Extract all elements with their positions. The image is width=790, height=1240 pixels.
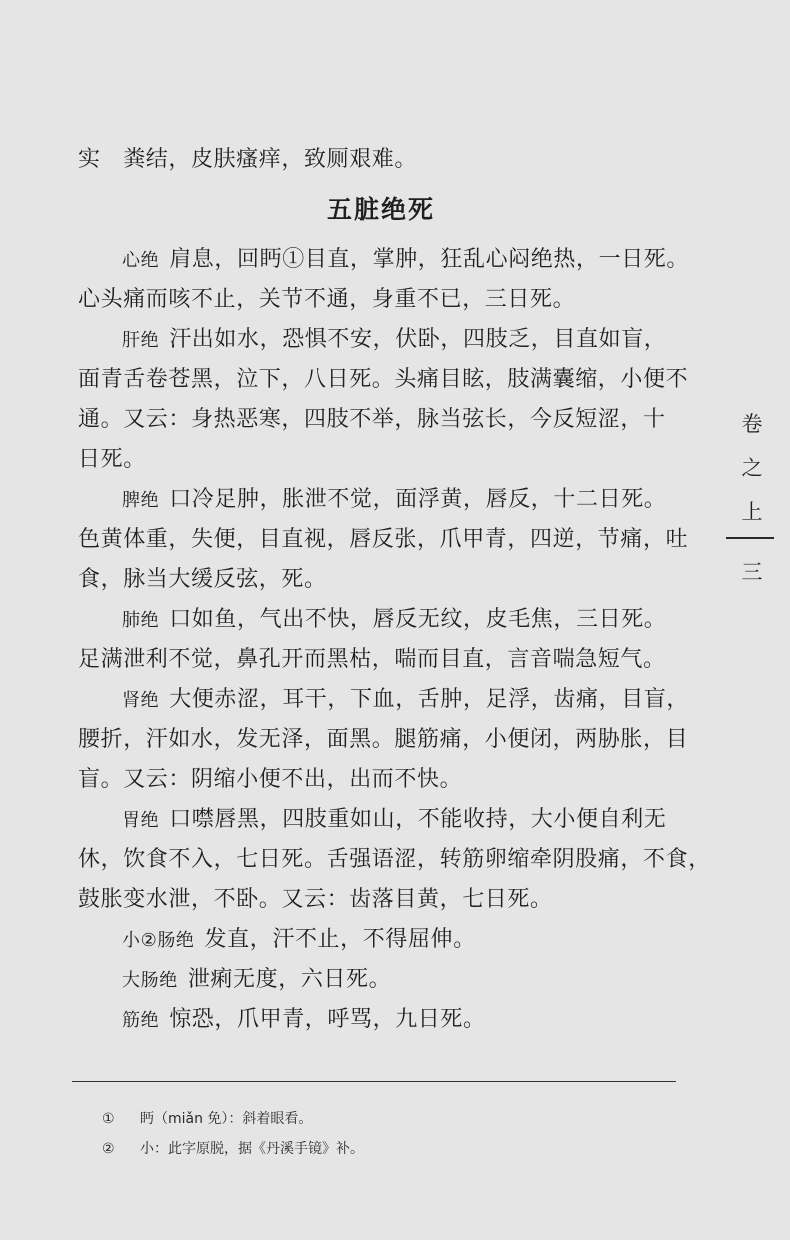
footnote-text: 眄（miǎn 免）：斜着眼看。 (140, 1111, 313, 1127)
entry-label: 肾绝 (122, 690, 160, 711)
entry-small-intestine (78, 920, 684, 960)
footnotes (102, 1104, 364, 1164)
footnote (102, 1104, 364, 1134)
entry-kidney (78, 680, 690, 720)
entry-heart (78, 240, 690, 280)
text-line: 实 粪结，皮肤瘙痒，致厕艰难。 (78, 147, 418, 172)
text-line: 惊恐，爪甲青，呼骂，九日死。 (169, 1007, 486, 1032)
entry-label: 胃绝 (122, 810, 160, 831)
entry-label: 肝绝 (122, 330, 160, 351)
text-line: 足满泄利不觉，鼻孔开而黑枯，喘而目直，言音喘急短气。 (78, 647, 666, 672)
text-line: 通。又云：身热恶寒，四肢不举，脉当弦长，今反短涩，十 (78, 407, 666, 432)
running-header (738, 402, 766, 534)
text-line: 汗出如水，恐惧不安，伏卧，四肢乏，目直如盲， (169, 327, 667, 352)
running-header-char: 之 (741, 456, 763, 480)
entry-spleen (78, 480, 684, 520)
text-line: 鼓胀变水泄，不卧。又云：齿落目黄，七日死。 (78, 887, 553, 912)
section-title: 五脏绝死 (326, 195, 435, 224)
text-line: 心头痛而咳不止，关节不通，身重不已，三日死。 (78, 287, 576, 312)
text-line: 口噤唇黑，四肢重如山，不能收持，大小便自利无 (169, 807, 667, 832)
text-line: 日死。 (78, 447, 146, 472)
text-line: 面青舌卷苍黑，泣下，八日死。头痛目眩，肢满囊缩，小便不 (78, 367, 689, 392)
text-line: 色黄体重，失便，目直视，唇反张，爪甲青，四逆，节痛，吐 (78, 527, 689, 552)
entry-large-intestine (78, 960, 684, 1000)
entry-tendon (78, 1000, 684, 1040)
text-line: 盲。又云：阴缩小便不出，出而不快。 (78, 767, 463, 792)
entry-label: 心绝 (122, 250, 160, 271)
text-line: 泄痢无度，六日死。 (187, 967, 392, 992)
footnote-mark: ① (102, 1111, 115, 1127)
entry-label: 大肠绝 (122, 970, 178, 991)
footnote-divider (72, 1081, 676, 1082)
text-line: 发直，汗不止，不得屈伸。 (204, 927, 476, 952)
footnote-mark: ② (102, 1141, 115, 1157)
text-line: 休，饮食不入，七日死。舌强语涩，转筋卵缩牵阴股痛，不食， (78, 847, 711, 872)
page-number: 三 (741, 560, 763, 584)
entry-label: 小②肠绝 (122, 930, 195, 951)
header-divider (726, 537, 774, 539)
body-text (78, 140, 711, 1040)
text-line: 大便赤涩，耳干，下血，舌肿，足浮，齿痛，目盲， (169, 687, 690, 712)
text-line: 腰折，汗如水，发无泽，面黑。腿筋痛，小便闭，两胁胀，目 (78, 727, 689, 752)
text-line: 口冷足肿，胀泄不觉，面浮黄，唇反，十二日死。 (169, 487, 667, 512)
running-header-char: 卷 (741, 412, 763, 436)
text-line: 口如鱼，气出不快，唇反无纹，皮毛焦，三日死。 (169, 607, 667, 632)
text-line: 食，脉当大缓反弦，死。 (78, 567, 327, 592)
entry-lung (78, 600, 684, 640)
footnote-text: 小：此字原脱，据《丹溪手镜》补。 (140, 1141, 364, 1157)
entry-label: 脾绝 (122, 490, 160, 511)
text-line: 肩息，回眄①目直，掌肿，狂乱心闷绝热，一日死。 (169, 247, 690, 272)
footnote (102, 1134, 364, 1164)
entry-stomach (78, 800, 684, 840)
running-header-char: 上 (741, 500, 763, 524)
entry-liver (78, 320, 684, 360)
entry-label: 肺绝 (122, 610, 160, 631)
entry-label: 筋绝 (122, 1010, 160, 1031)
